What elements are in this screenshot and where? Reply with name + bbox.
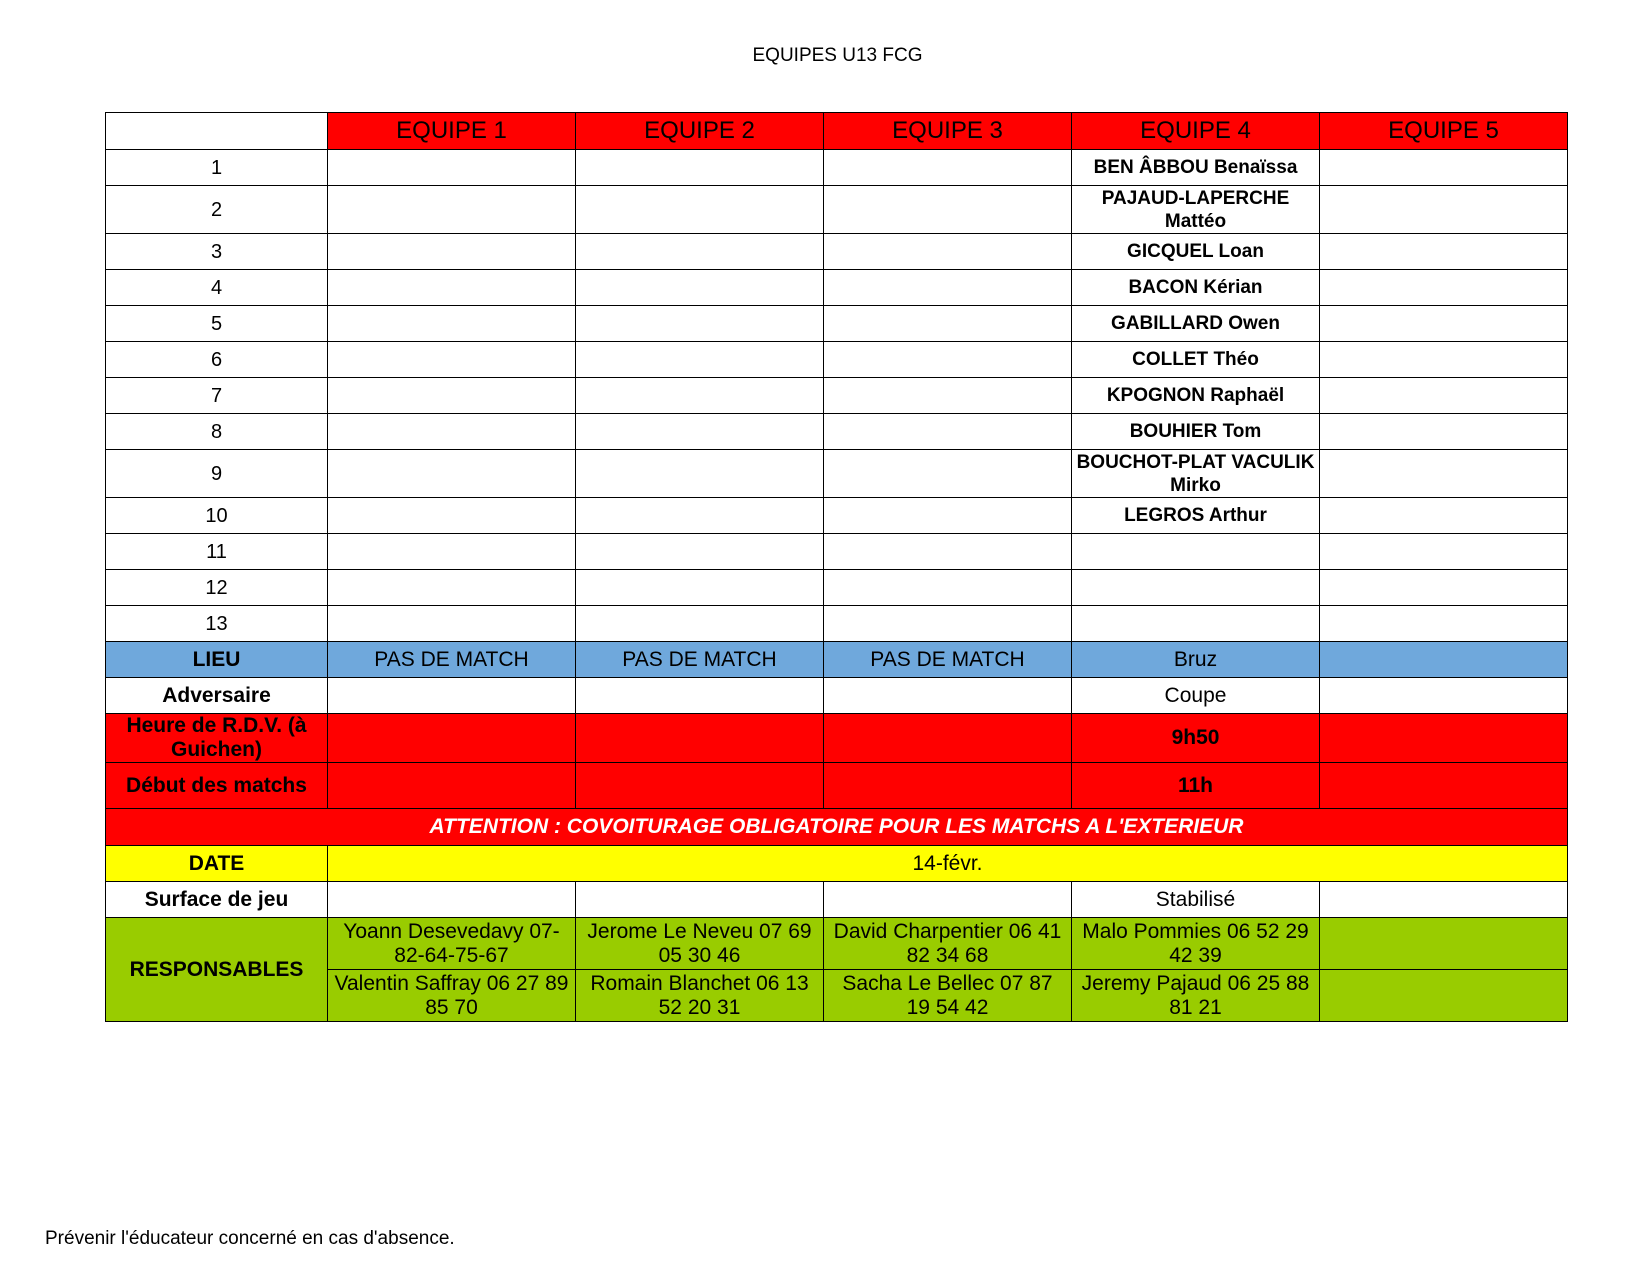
player-cell <box>328 186 576 234</box>
player-cell <box>576 498 824 534</box>
player-cell <box>1320 570 1568 606</box>
player-cell <box>824 606 1072 642</box>
player-cell <box>328 378 576 414</box>
player-cell <box>328 534 576 570</box>
team-header: EQUIPE 4 <box>1072 113 1320 150</box>
player-cell <box>1320 378 1568 414</box>
row-number: 11 <box>106 534 328 570</box>
row-number: 6 <box>106 342 328 378</box>
player-cell <box>824 570 1072 606</box>
player-cell <box>824 306 1072 342</box>
row-number: 4 <box>106 270 328 306</box>
rdv-cell: 9h50 <box>1072 714 1320 763</box>
responsable-cell: David Charpentier 06 41 82 34 68 <box>824 918 1072 970</box>
responsables-row <box>106 918 1568 970</box>
lieu-label: LIEU <box>106 642 328 678</box>
player-cell <box>576 606 824 642</box>
lieu-cell: PAS DE MATCH <box>824 642 1072 678</box>
rdv-row <box>106 714 1568 763</box>
player-cell <box>576 378 824 414</box>
player-cell <box>824 498 1072 534</box>
player-cell <box>576 534 824 570</box>
responsable-cell: Malo Pommies 06 52 29 42 39 <box>1072 918 1320 970</box>
row-number: 9 <box>106 450 328 498</box>
player-row <box>106 450 1568 498</box>
player-cell <box>576 186 824 234</box>
player-cell: BACON Kérian <box>1072 270 1320 306</box>
player-row <box>106 150 1568 186</box>
team-header: EQUIPE 1 <box>328 113 576 150</box>
surface-row <box>106 882 1568 918</box>
player-cell <box>328 570 576 606</box>
player-cell <box>824 534 1072 570</box>
debut-label: Début des matchs <box>106 763 328 809</box>
player-cell <box>328 270 576 306</box>
row-number: 1 <box>106 150 328 186</box>
player-cell <box>576 270 824 306</box>
row-number: 5 <box>106 306 328 342</box>
lieu-cell <box>1320 642 1568 678</box>
player-row <box>106 606 1568 642</box>
rdv-cell <box>576 714 824 763</box>
player-row <box>106 378 1568 414</box>
responsables-label: RESPONSABLES <box>106 918 328 1022</box>
player-row <box>106 498 1568 534</box>
player-cell <box>1320 186 1568 234</box>
surface-cell <box>576 882 824 918</box>
player-cell <box>1320 498 1568 534</box>
surface-cell: Stabilisé <box>1072 882 1320 918</box>
player-cell <box>328 342 576 378</box>
player-row <box>106 414 1568 450</box>
player-cell <box>576 234 824 270</box>
player-cell <box>1320 270 1568 306</box>
lieu-cell: PAS DE MATCH <box>328 642 576 678</box>
player-row <box>106 570 1568 606</box>
player-cell <box>824 450 1072 498</box>
player-cell <box>824 414 1072 450</box>
player-cell <box>576 342 824 378</box>
player-cell <box>1320 306 1568 342</box>
player-cell: LEGROS Arthur <box>1072 498 1320 534</box>
player-cell <box>328 414 576 450</box>
player-cell: BOUCHOT-PLAT VACULIK Mirko <box>1072 450 1320 498</box>
player-cell <box>576 414 824 450</box>
rdv-cell <box>1320 714 1568 763</box>
page-title: EQUIPES U13 FCG <box>752 45 923 66</box>
player-cell <box>328 450 576 498</box>
player-cell: GICQUEL Loan <box>1072 234 1320 270</box>
surface-cell <box>824 882 1072 918</box>
corner-cell <box>106 113 328 150</box>
player-cell <box>824 150 1072 186</box>
player-cell <box>328 150 576 186</box>
player-cell <box>576 570 824 606</box>
player-cell <box>576 450 824 498</box>
responsable-cell: Jeremy Pajaud 06 25 88 81 21 <box>1072 970 1320 1022</box>
lieu-cell: PAS DE MATCH <box>576 642 824 678</box>
player-cell <box>824 186 1072 234</box>
player-cell: COLLET Théo <box>1072 342 1320 378</box>
team-header: EQUIPE 5 <box>1320 113 1568 150</box>
adversaire-row <box>106 678 1568 714</box>
responsable-cell <box>1320 970 1568 1022</box>
date-label: DATE <box>106 846 328 882</box>
row-number: 8 <box>106 414 328 450</box>
player-cell <box>1320 234 1568 270</box>
player-cell <box>576 150 824 186</box>
debut-cell <box>1320 763 1568 809</box>
lieu-row <box>106 642 1568 678</box>
player-cell <box>1072 534 1320 570</box>
player-cell: GABILLARD Owen <box>1072 306 1320 342</box>
adversaire-cell <box>1320 678 1568 714</box>
player-row <box>106 234 1568 270</box>
rdv-cell <box>328 714 576 763</box>
team-header: EQUIPE 2 <box>576 113 824 150</box>
player-row <box>106 306 1568 342</box>
player-cell <box>1072 570 1320 606</box>
row-number: 3 <box>106 234 328 270</box>
player-cell <box>1320 150 1568 186</box>
adversaire-label: Adversaire <box>106 678 328 714</box>
responsable-cell: Jerome Le Neveu 07 69 05 30 46 <box>576 918 824 970</box>
adversaire-cell: Coupe <box>1072 678 1320 714</box>
row-number: 13 <box>106 606 328 642</box>
player-cell: PAJAUD-LAPERCHE Mattéo <box>1072 186 1320 234</box>
player-cell: BEN ÂBBOU Benaïssa <box>1072 150 1320 186</box>
debut-cell <box>824 763 1072 809</box>
responsable-cell: Valentin Saffray 06 27 89 85 70 <box>328 970 576 1022</box>
responsable-cell <box>1320 918 1568 970</box>
responsable-cell: Sacha Le Bellec 07 87 19 54 42 <box>824 970 1072 1022</box>
player-cell <box>328 306 576 342</box>
player-cell <box>1320 606 1568 642</box>
player-row <box>106 534 1568 570</box>
debut-cell <box>328 763 576 809</box>
date-row <box>106 846 1568 882</box>
player-cell <box>328 498 576 534</box>
debut-cell: 11h <box>1072 763 1320 809</box>
rdv-cell <box>824 714 1072 763</box>
footnote: Prévenir l'éducateur concerné en cas d'absence. <box>45 1228 455 1249</box>
player-cell <box>824 234 1072 270</box>
player-cell <box>1320 414 1568 450</box>
player-row <box>106 270 1568 306</box>
player-cell <box>328 606 576 642</box>
player-row <box>106 186 1568 234</box>
attention-banner: ATTENTION : COVOITURAGE OBLIGATOIRE POUR LES MATCHS A L'EXTERIEUR <box>106 809 1568 846</box>
adversaire-cell <box>328 678 576 714</box>
teams-table <box>105 112 1568 1022</box>
player-row <box>106 342 1568 378</box>
player-cell <box>824 270 1072 306</box>
player-cell <box>824 342 1072 378</box>
debut-row <box>106 763 1568 809</box>
surface-cell <box>328 882 576 918</box>
player-cell: BOUHIER Tom <box>1072 414 1320 450</box>
row-number: 10 <box>106 498 328 534</box>
adversaire-cell <box>576 678 824 714</box>
surface-cell <box>1320 882 1568 918</box>
debut-cell <box>576 763 824 809</box>
date-value: 14-févr. <box>328 846 1568 882</box>
player-cell <box>824 378 1072 414</box>
surface-label: Surface de jeu <box>106 882 328 918</box>
responsable-cell: Yoann Desevedavy 07-82-64-75-67 <box>328 918 576 970</box>
player-cell <box>328 234 576 270</box>
attention-row <box>106 809 1568 846</box>
player-cell <box>576 306 824 342</box>
row-number: 12 <box>106 570 328 606</box>
header-row <box>106 113 1568 150</box>
team-header: EQUIPE 3 <box>824 113 1072 150</box>
lieu-cell: Bruz <box>1072 642 1320 678</box>
row-number: 7 <box>106 378 328 414</box>
adversaire-cell <box>824 678 1072 714</box>
player-cell <box>1320 342 1568 378</box>
player-cell <box>1072 606 1320 642</box>
responsable-cell: Romain Blanchet 06 13 52 20 31 <box>576 970 824 1022</box>
rdv-label: Heure de R.D.V. (à Guichen) <box>106 714 328 763</box>
player-cell: KPOGNON Raphaël <box>1072 378 1320 414</box>
player-cell <box>1320 534 1568 570</box>
row-number: 2 <box>106 186 328 234</box>
player-cell <box>1320 450 1568 498</box>
